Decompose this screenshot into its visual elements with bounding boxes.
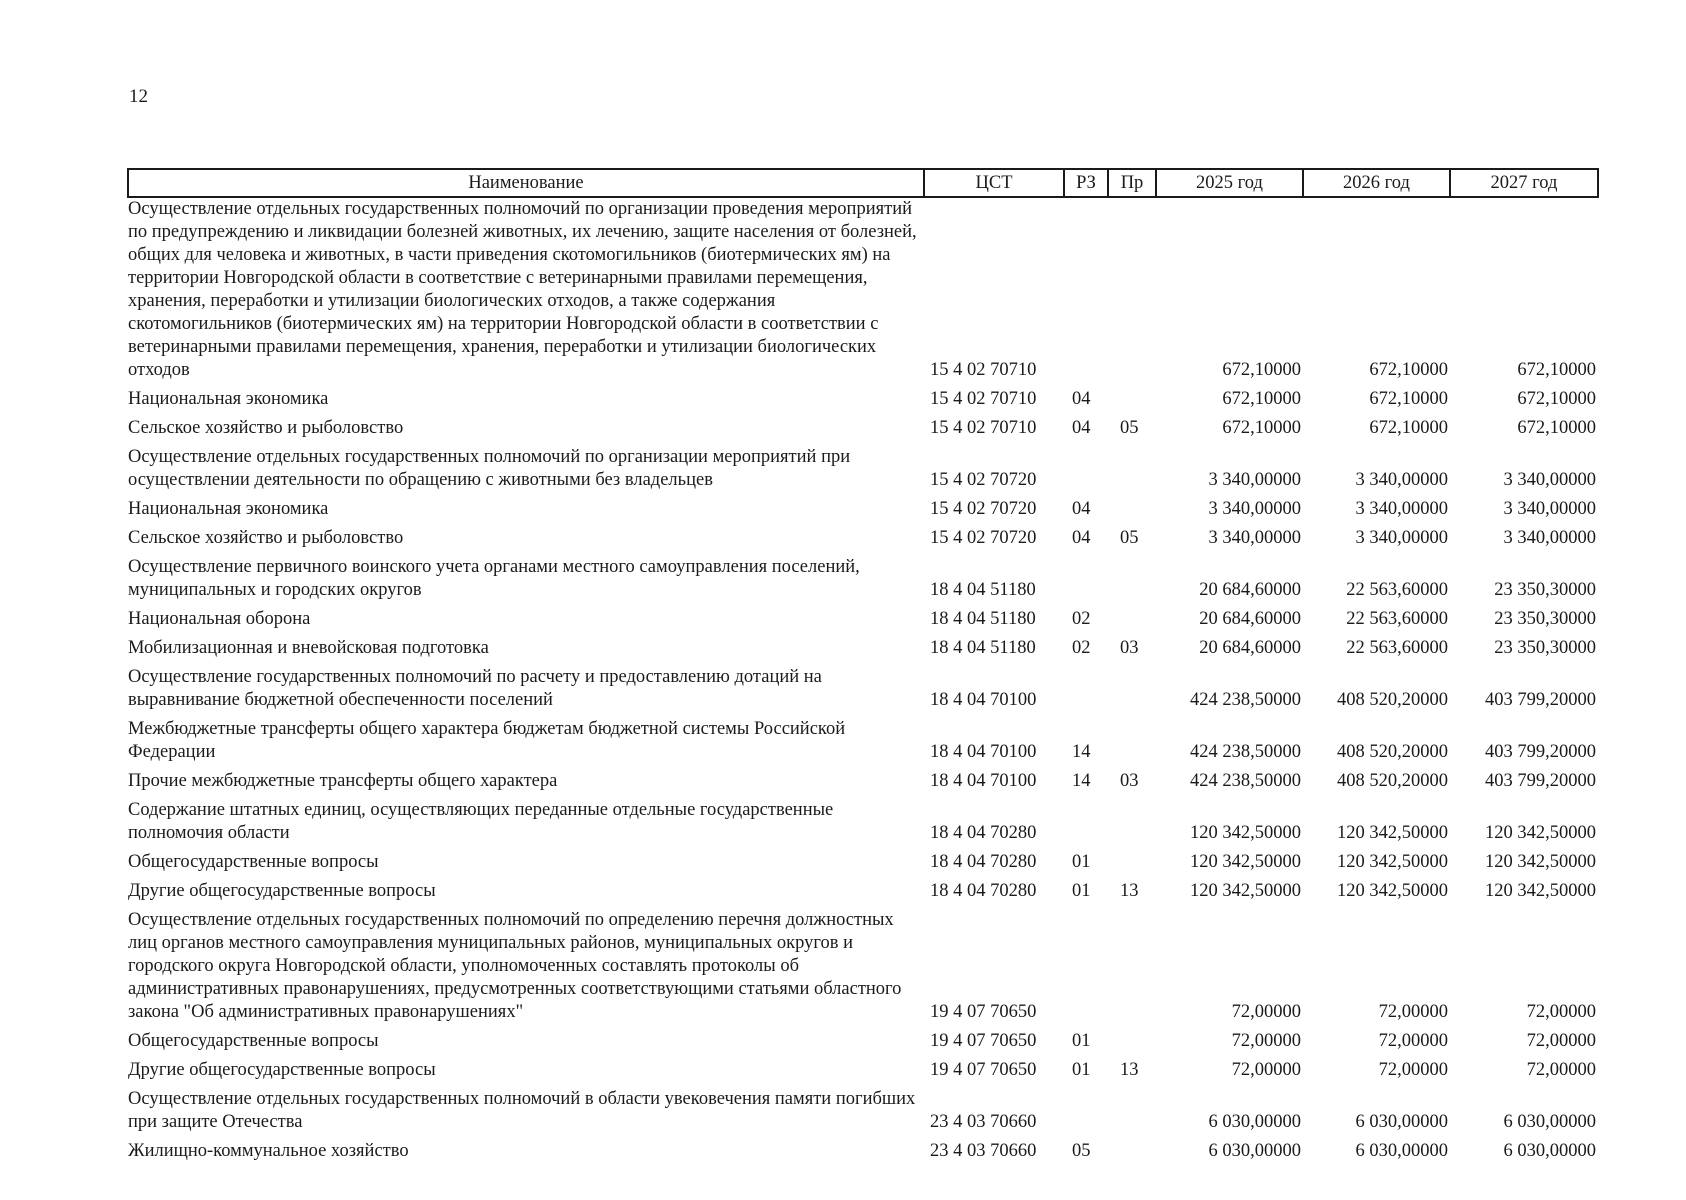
row-name: Сельское хозяйство и рыболовство [128, 418, 404, 438]
header-2027: 2027 год [1450, 169, 1598, 197]
row-name: Осуществление отдельных государственных полномочий в области увековечения памяти погибших при защите Отечества [128, 1089, 916, 1132]
row-value-2025: 20 684,60000 [1199, 580, 1301, 600]
header-cst: ЦСТ [924, 169, 1064, 197]
row-rz: 05 [1072, 1141, 1091, 1161]
row-name: Мобилизационная и вневойсковая подготовка [128, 638, 489, 658]
row-value-2026: 672,10000 [1369, 389, 1448, 409]
row-pr: 03 [1120, 638, 1139, 658]
row-name: Другие общегосударственные вопросы [128, 1060, 436, 1080]
row-pr [1108, 1084, 1156, 1136]
row-value-2026: 3 340,00000 [1355, 499, 1448, 519]
row-cst: 15 4 02 70720 [930, 528, 1037, 548]
row-value-2026: 408 520,20000 [1337, 742, 1448, 762]
row-cst: 15 4 02 70720 [930, 499, 1037, 519]
row-value-2026: 408 520,20000 [1337, 771, 1448, 791]
row-cst: 15 4 02 70710 [930, 418, 1037, 438]
row-rz [1064, 442, 1108, 494]
row-value-2025: 424 238,50000 [1190, 771, 1301, 791]
row-value-2025: 424 238,50000 [1190, 742, 1301, 762]
row-name: Национальная оборона [128, 609, 311, 629]
row-rz: 01 [1072, 1060, 1091, 1080]
row-rz: 04 [1072, 528, 1091, 548]
row-cst: 15 4 02 70720 [930, 470, 1037, 490]
row-cst: 18 4 04 51180 [930, 609, 1036, 629]
row-value-2027: 72,00000 [1526, 1060, 1596, 1080]
table-row [128, 1084, 1598, 1136]
row-pr [1108, 1026, 1156, 1055]
row-pr [1108, 442, 1156, 494]
row-rz [1064, 662, 1108, 714]
row-rz [1064, 1084, 1108, 1136]
row-value-2027: 120 342,50000 [1485, 852, 1596, 872]
row-pr [1108, 795, 1156, 847]
row-pr [1108, 552, 1156, 604]
row-rz: 01 [1072, 881, 1091, 901]
row-value-2026: 72,00000 [1378, 1031, 1448, 1051]
row-cst: 18 4 04 51180 [930, 638, 1036, 658]
row-value-2027: 6 030,00000 [1503, 1141, 1596, 1161]
table-body [128, 197, 1598, 1165]
table-header-row [128, 169, 1598, 197]
row-pr: 03 [1120, 771, 1139, 791]
row-value-2027: 403 799,20000 [1485, 742, 1596, 762]
row-value-2026: 3 340,00000 [1355, 470, 1448, 490]
row-value-2025: 672,10000 [1222, 418, 1301, 438]
table-row [128, 633, 1598, 662]
header-name: Наименование [128, 169, 924, 197]
row-value-2027: 672,10000 [1517, 360, 1596, 380]
table-row [128, 847, 1598, 876]
row-value-2027: 672,10000 [1517, 418, 1596, 438]
row-value-2026: 22 563,60000 [1346, 638, 1448, 658]
row-cst: 19 4 07 70650 [930, 1031, 1037, 1051]
header-pr: Пр [1108, 169, 1156, 197]
row-value-2027: 120 342,50000 [1485, 881, 1596, 901]
row-value-2027: 3 340,00000 [1503, 528, 1596, 548]
row-value-2025: 120 342,50000 [1190, 823, 1301, 843]
row-name: Общегосударственные вопросы [128, 852, 379, 872]
row-cst: 18 4 04 70280 [930, 881, 1037, 901]
table-row [128, 1136, 1598, 1165]
row-value-2027: 672,10000 [1517, 389, 1596, 409]
row-value-2025: 424 238,50000 [1190, 690, 1301, 710]
row-value-2026: 6 030,00000 [1355, 1141, 1448, 1161]
row-value-2026: 3 340,00000 [1355, 528, 1448, 548]
row-name: Осуществление отдельных государственных полномочий по организации проведения мероприятий по предупреждению и ликвидации болезней животных, их лечению, защите населения от болезней, общих для человека и животных, в части приведения скотомогильников (биотермических ям) на территории Новгородской области в соответствие с ветеринарными правилами перемещения, хранения, переработки и утилизации биологических отходов, а также содержания скотомогильников (биотермических ям) на территории Новгородской области в соответствии с ветеринарными правилами перемещения, хранения, переработки и утилизации биологических отходов [128, 199, 917, 380]
table-row [128, 714, 1598, 766]
row-name: Другие общегосударственные вопросы [128, 881, 436, 901]
row-pr: 05 [1120, 528, 1139, 548]
row-value-2025: 72,00000 [1231, 1060, 1301, 1080]
row-name: Осуществление государственных полномочий по расчету и предоставлению дотаций на выравнивание бюджетной обеспеченности поселений [128, 667, 822, 710]
row-value-2025: 20 684,60000 [1199, 638, 1301, 658]
table-row [128, 662, 1598, 714]
row-rz: 14 [1072, 771, 1091, 791]
row-value-2027: 23 350,30000 [1494, 638, 1596, 658]
row-rz [1064, 197, 1108, 384]
row-value-2026: 72,00000 [1378, 1002, 1448, 1022]
row-cst: 23 4 03 70660 [930, 1141, 1037, 1161]
row-cst: 18 4 04 70100 [930, 690, 1037, 710]
row-pr: 05 [1120, 418, 1139, 438]
page-number: 12 [129, 86, 148, 107]
table-row [128, 552, 1598, 604]
table-row [128, 523, 1598, 552]
table-row [128, 413, 1598, 442]
row-rz: 02 [1072, 638, 1091, 658]
row-pr [1108, 905, 1156, 1026]
table-row [128, 876, 1598, 905]
row-value-2025: 672,10000 [1222, 360, 1301, 380]
row-pr [1108, 714, 1156, 766]
row-cst: 15 4 02 70710 [930, 360, 1037, 380]
table-row [128, 494, 1598, 523]
budget-table [127, 168, 1599, 1165]
row-pr [1108, 197, 1156, 384]
table-row [128, 795, 1598, 847]
row-value-2027: 23 350,30000 [1494, 580, 1596, 600]
row-rz: 02 [1072, 609, 1091, 629]
row-name: Прочие межбюджетные трансферты общего характера [128, 771, 558, 791]
header-2026: 2026 год [1303, 169, 1450, 197]
row-pr: 13 [1120, 1060, 1139, 1080]
row-cst: 23 4 03 70660 [930, 1112, 1037, 1132]
row-name: Осуществление отдельных государственных полномочий по определению перечня должностных лиц органов местного самоуправления муниципальных районов, муниципальных округов и городского округа Новгородской области, уполномоченных составлять протоколы об административных правонарушениях, предусмотренных соответствующими статьями областного закона "Об административных правонарушениях" [128, 910, 902, 1022]
row-pr [1108, 847, 1156, 876]
row-name: Общегосударственные вопросы [128, 1031, 379, 1051]
row-value-2025: 672,10000 [1222, 389, 1301, 409]
row-name: Межбюджетные трансферты общего характера бюджетам бюджетной системы Российской Федерации [128, 719, 846, 762]
row-rz: 04 [1072, 418, 1091, 438]
row-name: Осуществление отдельных государственных полномочий по организации мероприятий при осуществлении деятельности по обращению с животными без владельцев [128, 447, 851, 490]
row-value-2026: 120 342,50000 [1337, 881, 1448, 901]
row-value-2025: 120 342,50000 [1190, 852, 1301, 872]
row-value-2025: 20 684,60000 [1199, 609, 1301, 629]
row-value-2025: 3 340,00000 [1208, 470, 1301, 490]
row-cst: 19 4 07 70650 [930, 1002, 1037, 1022]
row-value-2027: 72,00000 [1526, 1031, 1596, 1051]
row-value-2027: 23 350,30000 [1494, 609, 1596, 629]
row-cst: 19 4 07 70650 [930, 1060, 1037, 1080]
row-pr [1108, 1136, 1156, 1165]
row-pr [1108, 604, 1156, 633]
row-cst: 18 4 04 70280 [930, 852, 1037, 872]
row-value-2025: 72,00000 [1231, 1002, 1301, 1022]
header-2025: 2025 год [1156, 169, 1303, 197]
row-name: Осуществление первичного воинского учета органами местного самоуправления поселений, муниципальных и городских округов [128, 557, 860, 600]
row-name: Национальная экономика [128, 389, 329, 409]
row-value-2025: 120 342,50000 [1190, 881, 1301, 901]
row-name: Национальная экономика [128, 499, 329, 519]
row-value-2026: 6 030,00000 [1355, 1112, 1448, 1132]
table-row [128, 766, 1598, 795]
row-value-2027: 3 340,00000 [1503, 470, 1596, 490]
row-value-2025: 3 340,00000 [1208, 499, 1301, 519]
row-cst: 18 4 04 70100 [930, 771, 1037, 791]
table-row [128, 442, 1598, 494]
row-cst: 18 4 04 70100 [930, 742, 1037, 762]
row-value-2026: 672,10000 [1369, 418, 1448, 438]
table-row [128, 1055, 1598, 1084]
row-value-2025: 6 030,00000 [1208, 1112, 1301, 1132]
row-rz [1064, 795, 1108, 847]
row-rz: 04 [1072, 499, 1091, 519]
row-pr: 13 [1120, 881, 1139, 901]
row-pr [1108, 662, 1156, 714]
row-value-2026: 22 563,60000 [1346, 609, 1448, 629]
row-value-2027: 120 342,50000 [1485, 823, 1596, 843]
row-cst: 18 4 04 70280 [930, 823, 1037, 843]
row-value-2026: 120 342,50000 [1337, 823, 1448, 843]
header-rz: РЗ [1064, 169, 1108, 197]
row-value-2027: 6 030,00000 [1503, 1112, 1596, 1132]
table-row [128, 1026, 1598, 1055]
table-row [128, 197, 1598, 384]
row-value-2025: 3 340,00000 [1208, 528, 1301, 548]
row-rz: 01 [1072, 1031, 1091, 1051]
row-cst: 15 4 02 70710 [930, 389, 1037, 409]
row-rz: 01 [1072, 852, 1091, 872]
row-value-2025: 6 030,00000 [1208, 1141, 1301, 1161]
row-rz [1064, 552, 1108, 604]
row-name: Содержание штатных единиц, осуществляющих переданные отдельные государственные полномочия области [128, 800, 834, 843]
row-value-2027: 3 340,00000 [1503, 499, 1596, 519]
row-value-2026: 72,00000 [1378, 1060, 1448, 1080]
row-value-2026: 672,10000 [1369, 360, 1448, 380]
row-pr [1108, 384, 1156, 413]
table-row [128, 905, 1598, 1026]
row-name: Жилищно-коммунальное хозяйство [128, 1141, 409, 1161]
row-cst: 18 4 04 51180 [930, 580, 1036, 600]
row-rz: 04 [1072, 389, 1091, 409]
row-value-2026: 120 342,50000 [1337, 852, 1448, 872]
table-row [128, 604, 1598, 633]
row-rz: 14 [1072, 742, 1091, 762]
row-value-2026: 22 563,60000 [1346, 580, 1448, 600]
row-value-2027: 403 799,20000 [1485, 771, 1596, 791]
row-name: Сельское хозяйство и рыболовство [128, 528, 404, 548]
row-value-2027: 403 799,20000 [1485, 690, 1596, 710]
row-rz [1064, 905, 1108, 1026]
row-value-2025: 72,00000 [1231, 1031, 1301, 1051]
row-value-2027: 72,00000 [1526, 1002, 1596, 1022]
row-value-2026: 408 520,20000 [1337, 690, 1448, 710]
row-pr [1108, 494, 1156, 523]
table-row [128, 384, 1598, 413]
